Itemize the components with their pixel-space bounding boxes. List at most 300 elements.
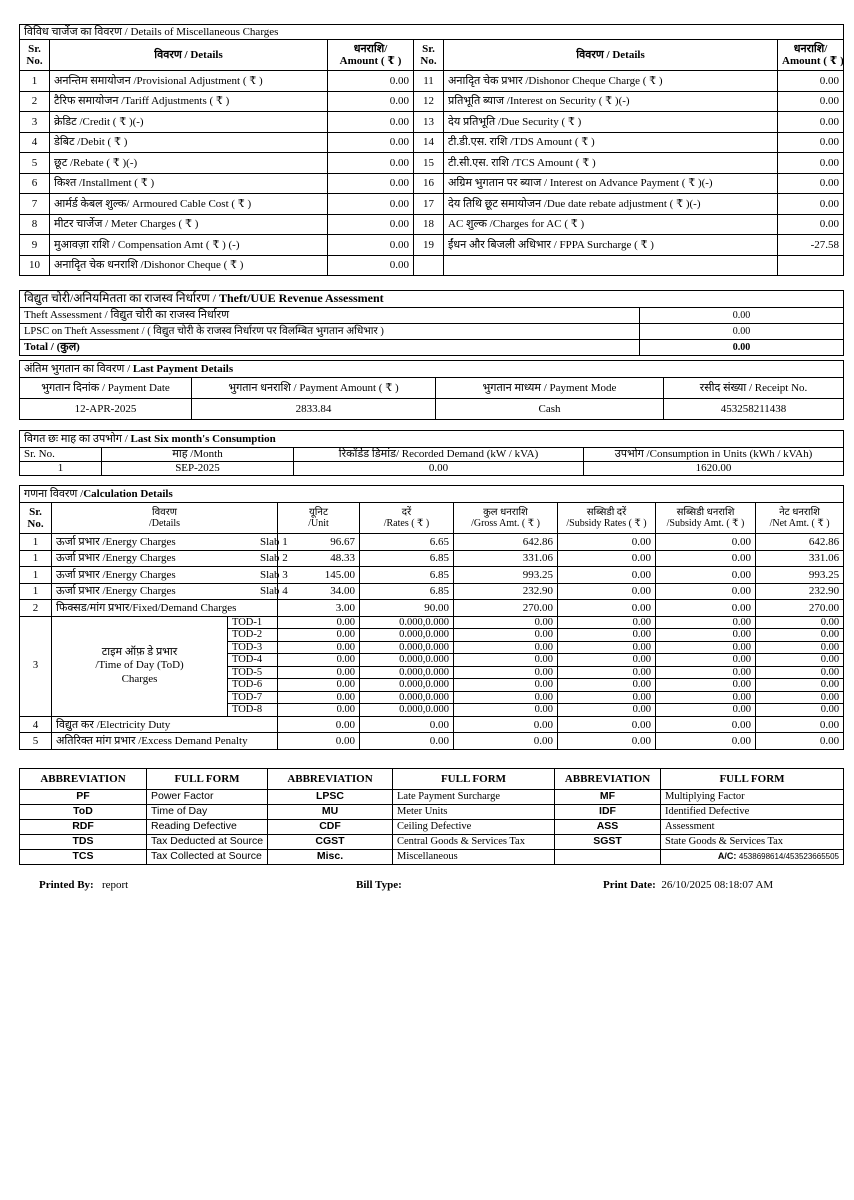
misc-h-amount-hi: धनराशि/ [353,42,388,55]
misc-sr: 1 [20,71,50,92]
calc-unit: 34.00 [278,583,360,600]
misc-amount: 0.00 [778,71,844,92]
consumption-h-sr: Sr. No. [20,448,102,462]
calc-title-hi: गणना विवरण / [24,487,84,500]
print-date-label: Print Date: [603,879,656,891]
abbr-full: Late Payment Surcharge [393,790,555,805]
calc-gross: 642.86 [454,534,558,551]
calc-rate: 6.85 [360,583,454,600]
abbr-h-1: ABBREVIATION [20,769,147,790]
bill-type [356,879,402,891]
misc-label: देय प्रतिभूति /Due Security ( ₹ ) [444,112,778,133]
consumption-table [19,430,844,476]
calc-samt: 0.00 [656,629,756,642]
payment-amount-header: भुगतान धनराशि / Payment Amount ( ₹ ) [192,378,436,399]
calc-rate: 6.65 [360,534,454,551]
calc-sr: 1 [20,567,52,584]
calc-srate: 0.00 [558,550,656,567]
calc-net: 642.86 [756,534,844,551]
calc-rate: 6.85 [360,550,454,567]
misc-sr: 4 [20,132,50,153]
calc-row [20,534,844,551]
theft-total-label: Total / (कुल) [20,340,640,356]
calc-h-net-hi: नेट धनराशि [779,507,820,518]
misc-h-sr-2: Sr. No. [414,40,444,71]
theft-title-en: Theft/UUE Revenue Assessment [219,291,384,306]
calc-unit: 0.00 [278,629,360,642]
slab-label: Slab 2 [260,552,288,565]
misc-sr: 7 [20,194,50,215]
abbr-code: Misc. [268,850,393,865]
misc-label: अनन्तिम समायोजन /Provisional Adjustment ( ₹ ) [50,71,328,92]
tod-name: TOD-3 [228,641,278,654]
calc-samt: 0.00 [656,716,756,733]
abbr-h-2: FULL FORM [147,769,268,790]
abbr-code: RDF [20,820,147,835]
calc-samt: 0.00 [656,600,756,617]
calc-gross: 331.06 [454,550,558,567]
abbr-code: MF [555,790,661,805]
abbr-code: LPSC [268,790,393,805]
calc-label: अतिरिक्त मांग प्रभार /Excess Demand Penalty [52,733,278,750]
slab-label: Slab 3 [260,568,288,581]
theft-assessment-table [19,290,844,356]
calc-gross: 0.00 [454,666,558,679]
abbr-h-5: ABBREVIATION [555,769,661,790]
abbr-full: Miscellaneous [393,850,555,865]
abbr-code: TCS [20,850,147,865]
bill-type-label: Bill Type: [356,879,402,891]
misc-sr: 17 [414,194,444,215]
calc-srate: 0.00 [558,534,656,551]
abbr-full: Time of Day [147,805,268,820]
misc-h-details: विवरण / Details [50,40,328,71]
calc-srate: 0.00 [558,629,656,642]
tod-label-line: Charges [121,673,158,686]
misc-amount: 0.00 [328,214,414,235]
misc-h-details-2: विवरण / Details [444,40,778,71]
calc-row [20,716,844,733]
printed-by-value: report [101,879,129,891]
last-payment-title-hi: अंतिम भुगतान का विवरण / [24,362,133,375]
misc-sr: 3 [20,112,50,133]
calc-samt: 0.00 [656,550,756,567]
misc-label: अनादृित चेक प्रभार /Dishonor Cheque Charge ( ₹ ) [444,71,778,92]
ac-info [661,850,844,865]
calc-label: विद्युत कर /Electricity Duty [52,716,278,733]
misc-label: देय तिथि छूट समायोजन /Due date rebate adjustment ( ₹ )(-) [444,194,778,215]
abbr-full: Power Factor [147,790,268,805]
calc-h-details-hi: विवरण [151,507,178,518]
calc-h-net-en: /Net Amt. ( ₹ ) [769,518,830,529]
consumption-sr: 1 [20,462,102,476]
calc-samt: 0.00 [656,733,756,750]
misc-sr: 16 [414,173,444,194]
misc-h-amount-en: Amount ( ₹ ) [339,55,402,67]
calc-samt: 0.00 [656,654,756,667]
misc-label: छूट /Rebate ( ₹ )(-) [50,153,328,174]
misc-label: AC शुल्क /Charges for AC ( ₹ ) [444,214,778,235]
calc-rate: 0.00 [360,733,454,750]
misc-sr: 2 [20,91,50,112]
abbr-full: Reading Defective [147,820,268,835]
calc-h-subsidy-rate [558,503,656,534]
abbr-code: TDS [20,835,147,850]
calc-h-rates-en: /Rates ( ₹ ) [383,518,430,529]
calc-net: 0.00 [756,691,844,704]
calc-samt: 0.00 [656,616,756,629]
calc-samt: 0.00 [656,567,756,584]
theft-row-value: 0.00 [640,308,844,324]
calc-srate: 0.00 [558,567,656,584]
calc-row [20,567,844,584]
calc-gross: 0.00 [454,641,558,654]
misc-label: किश्त /Installment ( ₹ ) [50,173,328,194]
calc-gross: 0.00 [454,716,558,733]
calc-sr: 5 [20,733,52,750]
calc-h-srate-hi: सब्सिडी दरें [586,507,627,518]
energy-label: ऊर्जा प्रभार /Energy Charges [56,552,176,565]
calc-net: 232.90 [756,583,844,600]
calc-row [20,583,844,600]
misc-charges-table [19,24,844,276]
calc-row [20,550,844,567]
misc-row [20,132,844,153]
calc-unit: 48.33 [278,550,360,567]
misc-label: मुआवज़ा राशि / Compensation Amt ( ₹ ) (-) [50,235,328,256]
tod-label-line: टाइम ऑफ़ डे प्रभार [101,645,178,658]
calc-gross: 993.25 [454,567,558,584]
calc-srate: 0.00 [558,600,656,617]
calc-h-subsidy-amt [656,503,756,534]
calc-gross: 232.90 [454,583,558,600]
calc-gross: 0.00 [454,654,558,667]
calc-srate: 0.00 [558,654,656,667]
abbr-row [20,805,844,820]
calc-net: 0.00 [756,629,844,642]
consumption-month: SEP-2025 [102,462,294,476]
abbr-full: Tax Deducted at Source [147,835,268,850]
misc-title: विविध चार्जेज का विवरण / Details of Miscellaneous Charges [20,25,844,40]
abbr-code: CGST [268,835,393,850]
calc-net: 0.00 [756,733,844,750]
calc-gross: 270.00 [454,600,558,617]
abbr-full: Tax Collected at Source [147,850,268,865]
calc-unit: 0.00 [278,641,360,654]
calc-h-samt-en: /Subsidy Amt. ( ₹ ) [666,518,745,529]
calc-net: 0.00 [756,666,844,679]
misc-sr: 6 [20,173,50,194]
misc-amount: 0.00 [328,194,414,215]
abbr-row [20,820,844,835]
misc-empty [414,255,444,276]
calc-title-en: Calculation Details [83,487,173,500]
calc-unit: 0.00 [278,733,360,750]
calc-h-unit-hi: यूनिट [309,507,328,518]
calc-gross: 0.00 [454,679,558,692]
calc-sr: 1 [20,550,52,567]
calc-rate: 90.00 [360,600,454,617]
calc-rate: 6.85 [360,567,454,584]
payment-mode-header: भुगतान माध्यम / Payment Mode [436,378,664,399]
calc-unit: 0.00 [278,716,360,733]
misc-h-amount [328,40,414,71]
misc-amount: -27.58 [778,235,844,256]
calc-h-details [52,503,278,534]
calc-samt: 0.00 [656,679,756,692]
calc-gross: 0.00 [454,629,558,642]
payment-date: 12-APR-2025 [20,399,192,420]
misc-amount: 0.00 [778,132,844,153]
payment-amount: 2833.84 [192,399,436,420]
calc-net: 0.00 [756,716,844,733]
calc-h-srate-en: /Subsidy Rates ( ₹ ) [566,518,647,529]
calc-sr: 4 [20,716,52,733]
abbr-full: State Goods & Services Tax [661,835,844,850]
abbr-full: Identified Defective [661,805,844,820]
tod-label-line: /Time of Day (ToD) [95,659,184,672]
abbr-full: Multiplying Factor [661,790,844,805]
calc-unit: 3.00 [278,600,360,617]
abbr-code: ToD [20,805,147,820]
calc-unit: 0.00 [278,616,360,629]
tod-name: TOD-1 [228,616,278,629]
calc-gross: 0.00 [454,616,558,629]
tod-name: TOD-4 [228,654,278,667]
calc-sr: 1 [20,534,52,551]
misc-h-amount-2 [778,40,844,71]
calc-h-rates [360,503,454,534]
abbr-code: IDF [555,805,661,820]
misc-label: ईंधन और बिजली अधिभार / FPPA Surcharge ( ₹ ) [444,235,778,256]
calculation-table [19,485,844,750]
calc-unit: 0.00 [278,704,360,717]
slab-label: Slab 1 [260,535,288,548]
abbr-full: Meter Units [393,805,555,820]
receipt-no-header: रसीद संख्या / Receipt No. [664,378,844,399]
energy-label: ऊर्जा प्रभार /Energy Charges [56,535,176,548]
misc-amount: 0.00 [328,91,414,112]
misc-amount: 0.00 [778,173,844,194]
theft-row-label: Theft Assessment / विद्युत चोरी का राजस्व निर्धारण [20,308,640,324]
misc-amount: 0.00 [778,153,844,174]
theft-title [20,291,844,308]
calc-h-gross-en: /Gross Amt. ( ₹ ) [471,518,540,529]
calc-row [20,733,844,750]
calc-net: 331.06 [756,550,844,567]
consumption-demand: 0.00 [294,462,584,476]
abbr-code: CDF [268,820,393,835]
consumption-h-month: माह /Month [102,448,294,462]
abbr-code: MU [268,805,393,820]
misc-row [20,235,844,256]
calc-rate: 0.000,0.000 [360,666,454,679]
misc-label: टी.सी.एस. राशि /TCS Amount ( ₹ ) [444,153,778,174]
calc-h-unit-en: /Unit [308,518,329,529]
misc-sr: 19 [414,235,444,256]
calc-srate: 0.00 [558,716,656,733]
payment-mode: Cash [436,399,664,420]
misc-amount: 0.00 [328,255,414,276]
misc-h-sr: Sr. No. [20,40,50,71]
slab-label: Slab 4 [260,585,288,598]
abbr-h-6: FULL FORM [661,769,844,790]
misc-amount: 0.00 [778,91,844,112]
energy-label: ऊर्जा प्रभार /Energy Charges [56,585,176,598]
theft-row-label: LPSC on Theft Assessment / ( विद्युत चोरी के राजस्व निर्धारण पर विलम्बित भुगतान अधिभार ) [20,324,640,340]
calc-srate: 0.00 [558,616,656,629]
calc-net: 993.25 [756,567,844,584]
calc-sr: 1 [20,583,52,600]
abbr-code [555,850,661,865]
ac-number: 4538698614/453523665505 [738,852,839,862]
calc-samt: 0.00 [656,666,756,679]
calc-unit: 145.00 [278,567,360,584]
calc-row [20,600,844,617]
calc-net: 270.00 [756,600,844,617]
abbr-code: PF [20,790,147,805]
misc-amount: 0.00 [328,235,414,256]
calc-h-rates-hi: दरें [401,507,412,518]
calc-srate: 0.00 [558,583,656,600]
misc-amount: 0.00 [328,112,414,133]
calc-srate: 0.00 [558,691,656,704]
calc-rate: 0.000,0.000 [360,679,454,692]
calc-h-net [756,503,844,534]
calc-rate: 0.000,0.000 [360,641,454,654]
consumption-h-units: उपभोग /Consumption in Units (kWh / kVAh) [584,448,844,462]
last-payment-title [20,361,844,378]
misc-row [20,112,844,133]
print-date-value: 26/10/2025 08:18:07 AM [661,879,774,891]
consumption-units: 1620.00 [584,462,844,476]
misc-row [20,214,844,235]
misc-row [20,71,844,92]
calc-samt: 0.00 [656,534,756,551]
calc-h-gross [454,503,558,534]
misc-h-amount-en-2: Amount ( ₹ ) [782,55,844,67]
misc-sr: 10 [20,255,50,276]
tod-name: TOD-5 [228,666,278,679]
calc-unit: 0.00 [278,691,360,704]
misc-label: आर्मर्ड केबल शुल्क/ Armoured Cable Cost ( ₹ ) [50,194,328,215]
calc-label [52,583,288,600]
calc-h-sr: Sr. No. [20,503,52,534]
calc-rate: 0.000,0.000 [360,691,454,704]
misc-sr: 18 [414,214,444,235]
misc-sr: 9 [20,235,50,256]
calc-rate: 0.00 [360,716,454,733]
calc-samt: 0.00 [656,704,756,717]
calc-samt: 0.00 [656,583,756,600]
theft-total-value: 0.00 [640,340,844,356]
misc-amount: 0.00 [328,71,414,92]
calc-srate: 0.00 [558,704,656,717]
calc-label [52,550,288,567]
calc-srate: 0.00 [558,666,656,679]
calc-srate: 0.00 [558,679,656,692]
misc-amount: 0.00 [778,112,844,133]
misc-row [20,173,844,194]
misc-empty [778,255,844,276]
calc-label [52,567,288,584]
calc-h-unit [278,503,360,534]
printed-by-label: Printed By: [39,879,94,891]
misc-label: डेबिट /Debit ( ₹ ) [50,132,328,153]
misc-amount: 0.00 [778,214,844,235]
calc-rate: 0.000,0.000 [360,654,454,667]
abbr-row [20,850,844,865]
calc-srate: 0.00 [558,733,656,750]
calc-net: 0.00 [756,704,844,717]
misc-label: प्रतिभूति ब्याज /Interest on Security ( ₹ )(-) [444,91,778,112]
misc-amount: 0.00 [778,194,844,215]
tod-row [20,616,844,629]
tod-name: TOD-6 [228,679,278,692]
misc-h-amount-hi-2: धनराशि/ [793,42,828,55]
misc-sr: 5 [20,153,50,174]
payment-date-header: भुगतान दिनांक / Payment Date [20,378,192,399]
misc-sr: 15 [414,153,444,174]
tod-name: TOD-8 [228,704,278,717]
abbr-code: SGST [555,835,661,850]
calc-rate: 0.000,0.000 [360,629,454,642]
calc-srate: 0.00 [558,641,656,654]
theft-title-hi: विद्युत चोरी/अनियमितता का राजस्व निर्धारण / [24,291,219,306]
tod-name: TOD-7 [228,691,278,704]
misc-row [20,153,844,174]
calc-h-samt-hi: सब्सिडी धनराशि [676,507,735,518]
misc-sr: 14 [414,132,444,153]
misc-sr: 11 [414,71,444,92]
misc-sr: 12 [414,91,444,112]
misc-label: अनादृित चेक धनराशि /Dishonor Cheque ( ₹ ) [50,255,328,276]
calc-gross: 0.00 [454,704,558,717]
abbreviation-table [19,768,844,865]
abbr-row [20,790,844,805]
calc-samt: 0.00 [656,641,756,654]
last-payment-title-en: Last Payment Details [132,362,234,375]
receipt-no: 453258211438 [664,399,844,420]
calc-sr: 2 [20,600,52,617]
misc-label: क्रेडिट /Credit ( ₹ )(-) [50,112,328,133]
calc-rate: 0.000,0.000 [360,704,454,717]
abbr-full: Ceiling Defective [393,820,555,835]
theft-row-value: 0.00 [640,324,844,340]
calc-samt: 0.00 [656,691,756,704]
misc-label: मीटर चार्जेज / Meter Charges ( ₹ ) [50,214,328,235]
misc-amount: 0.00 [328,153,414,174]
misc-label: अग्रिम भुगतान पर ब्याज / Interest on Advance Payment ( ₹ )(-) [444,173,778,194]
abbr-full: Central Goods & Services Tax [393,835,555,850]
printed-by [39,879,128,891]
calc-h-details-en: /Details [148,518,181,529]
misc-row [20,194,844,215]
calc-unit: 0.00 [278,666,360,679]
consumption-title [20,431,844,448]
calc-title [20,486,844,503]
abbr-h-3: ABBREVIATION [268,769,393,790]
misc-label: टैरिफ समायोजन /Tariff Adjustments ( ₹ ) [50,91,328,112]
misc-sr: 13 [414,112,444,133]
calc-rate: 0.000,0.000 [360,616,454,629]
ac-label: A/C: [717,851,739,862]
misc-row [20,91,844,112]
calc-label: फिक्सड/मांग प्रभार/Fixed/Demand Charges [52,600,278,617]
consumption-title-en: Last Six month's Consumption [130,432,276,445]
calc-gross: 0.00 [454,733,558,750]
misc-row [20,255,844,276]
